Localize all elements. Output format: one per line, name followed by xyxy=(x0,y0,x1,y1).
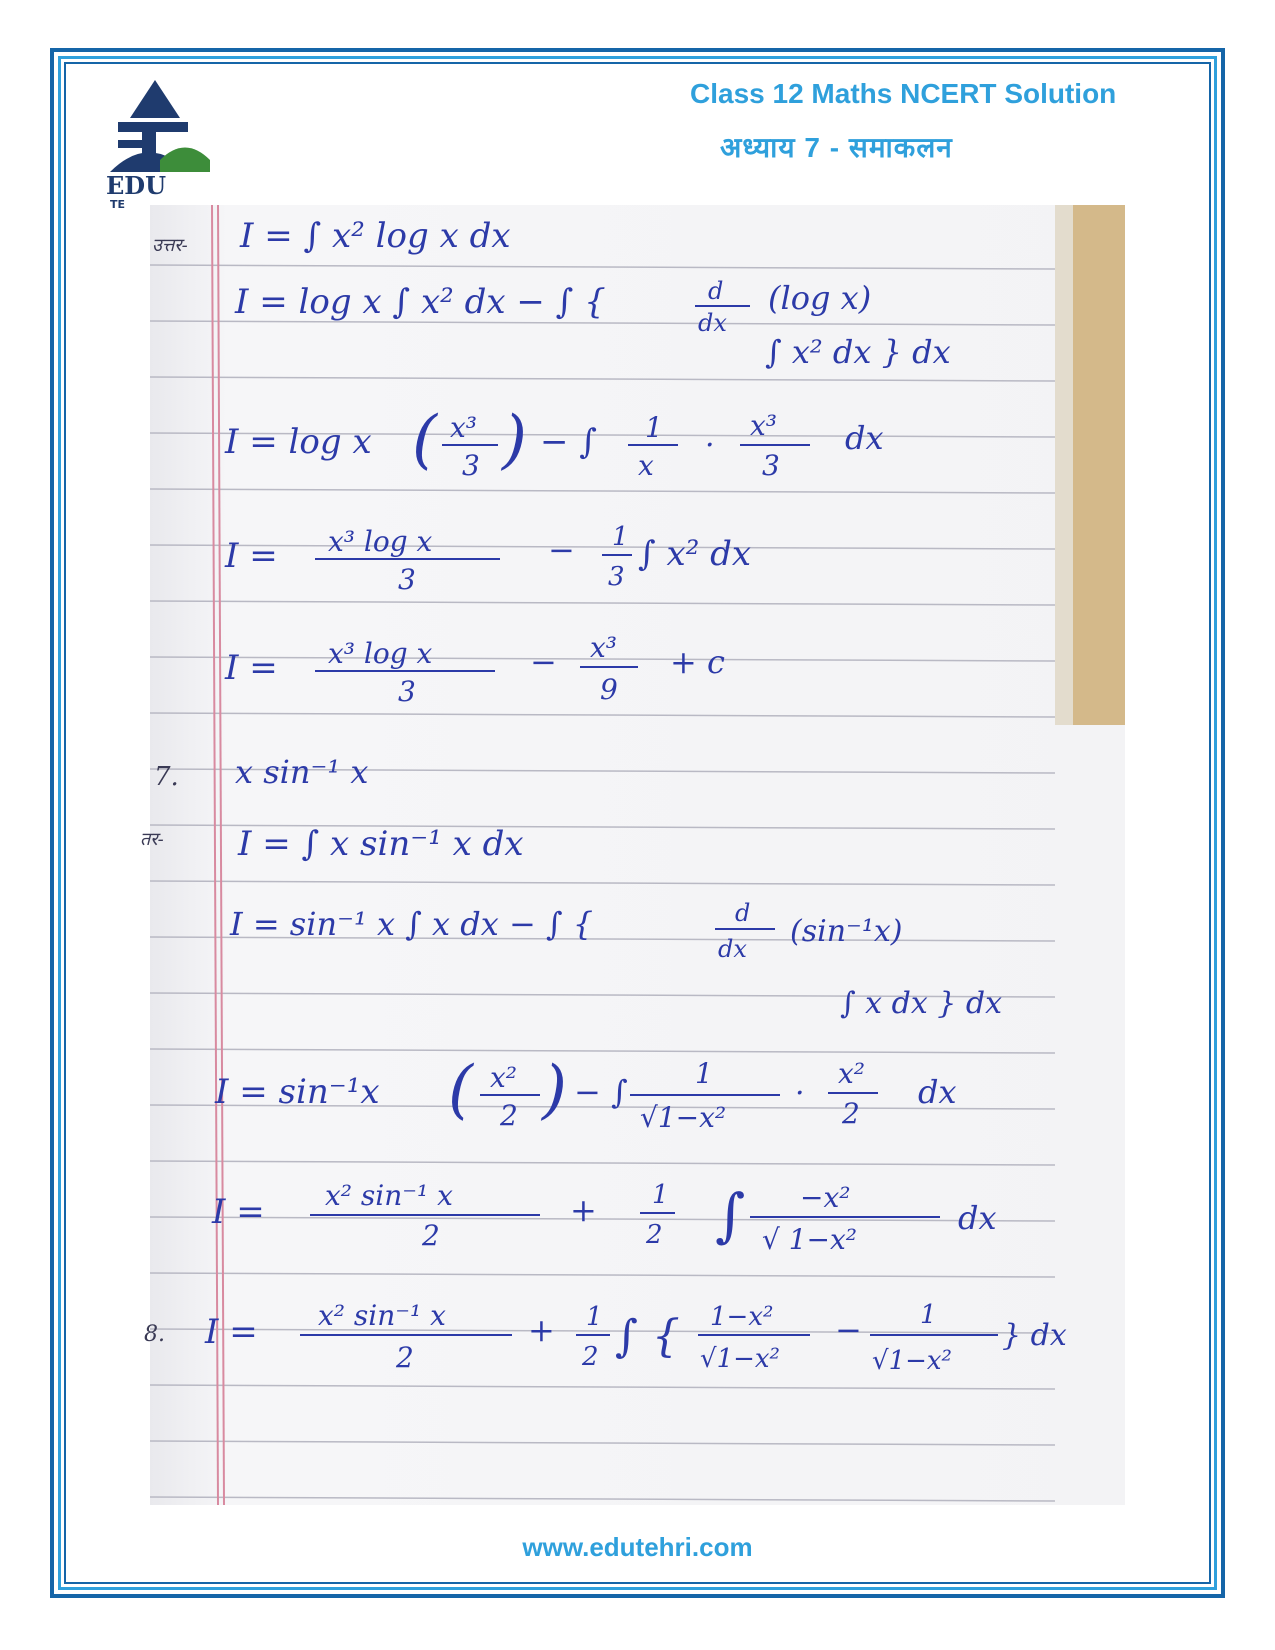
sol7-line4-den: 2 xyxy=(422,1219,440,1252)
sol7-line4c: ∫ xyxy=(715,1181,746,1249)
sol6-line2-num: d xyxy=(708,277,724,305)
svg-text:·: · xyxy=(795,1076,805,1111)
margin-mark-8: 8. xyxy=(144,1322,165,1347)
sol6-line3a: I = log x xyxy=(225,422,372,462)
sol6-line5-fd: 9 xyxy=(600,673,618,706)
table-surface xyxy=(1073,205,1125,725)
answer-label-2: तर- xyxy=(140,829,164,850)
sol7-line4-gn: −x² xyxy=(800,1181,851,1214)
footer-website: www.edutehri.com xyxy=(522,1532,753,1562)
sol6-line2c: ∫ x² dx } dx xyxy=(765,333,951,371)
sol6-line4c: ∫ x² dx xyxy=(638,534,752,574)
sol7-line4b: + xyxy=(570,1191,597,1229)
sol7-line1: I = ∫ x sin⁻¹ x dx xyxy=(238,824,524,864)
question-7-expression: x sin⁻¹ x xyxy=(235,753,369,791)
sol6-line4a: I = xyxy=(225,536,278,576)
sol7-line3-den: 2 xyxy=(500,1099,518,1132)
sol7-line3-f2d: 2 xyxy=(842,1097,860,1130)
sol6-line1: I = ∫ x² log x dx xyxy=(240,216,511,256)
sol7-line3-num: x² xyxy=(490,1061,518,1094)
sol6-line2b: (log x) xyxy=(768,279,872,317)
sol7-line3-f2n: x² xyxy=(838,1057,866,1090)
logo-subtext: TE xyxy=(110,198,126,211)
sol6-line3-f2n: x³ xyxy=(750,409,778,442)
sol7-line4-gd: √ 1−x² xyxy=(762,1223,858,1256)
sol6-line3-num: x³ xyxy=(450,411,478,444)
sol7-line4-fn: 1 xyxy=(652,1180,669,1210)
sol7-line3-f1d: √1−x² xyxy=(640,1101,727,1134)
sol6-line5-den: 3 xyxy=(398,675,416,708)
header-subtitle: अध्याय 7 - समाकलन xyxy=(720,132,953,163)
logo-text: EDU xyxy=(106,171,167,200)
sol7-line5-fn: 1 xyxy=(586,1302,603,1332)
sol7-line4d: dx xyxy=(958,1199,997,1237)
sol6-line3c: dx xyxy=(845,419,884,457)
sol7-line5-num: x² sin⁻¹ x xyxy=(318,1299,446,1332)
sol6-line5-fn: x³ xyxy=(590,631,618,664)
sol7-line2c: ∫ x dx } dx xyxy=(840,986,1003,1021)
header-title: Class 12 Maths NCERT Solution xyxy=(690,78,1117,109)
sol7-line5b: + xyxy=(528,1311,555,1349)
sol7-line3b: − ∫ xyxy=(574,1073,628,1111)
sol6-line3-f1n: 1 xyxy=(645,411,663,444)
sol7-line3c: dx xyxy=(918,1073,957,1111)
sol7-line5d: − xyxy=(835,1311,862,1349)
sol7-line2-den: dx xyxy=(718,935,747,963)
sol6-line3-den: 3 xyxy=(462,449,480,482)
sol7-line4a: I = xyxy=(212,1192,265,1232)
sol6-line5-num: x³ log x xyxy=(328,637,433,670)
sol7-line5e: } dx xyxy=(1002,1318,1067,1353)
paren-left-1: ( xyxy=(412,403,437,477)
sol7-line5a: I = xyxy=(205,1312,258,1352)
sol7-line5-fd: 2 xyxy=(582,1342,599,1372)
sol6-line4-fn: 1 xyxy=(612,522,629,552)
sol7-line5-gd: √1−x² xyxy=(700,1344,780,1374)
sol6-line3-f1d: x xyxy=(638,449,654,482)
sol7-line4-num: x² sin⁻¹ x xyxy=(325,1179,453,1212)
paren-right-1: ) xyxy=(502,403,527,477)
question-7-number: 7. xyxy=(154,762,179,792)
sol7-line3a: I = sin⁻¹x xyxy=(215,1072,380,1112)
handwritten-notebook-page xyxy=(140,205,1125,1505)
sol7-line2a: I = sin⁻¹ x ∫ x dx − ∫ { xyxy=(230,905,594,943)
sol6-line4-den: 3 xyxy=(398,563,416,596)
paren-right-2: ) xyxy=(542,1053,567,1127)
sol7-line4-fd: 2 xyxy=(646,1220,663,1250)
sol7-line5-hd: √1−x² xyxy=(872,1346,952,1376)
sol6-line4b: − xyxy=(548,531,575,569)
sol6-line2a: I = log x ∫ x² dx − ∫ { xyxy=(235,282,606,322)
sol6-line4-fd: 3 xyxy=(608,562,625,592)
paren-left-2: ( xyxy=(448,1053,473,1127)
edutehri-logo xyxy=(100,80,220,210)
sol7-line5-hn: 1 xyxy=(920,1300,937,1330)
sol6-line4-num: x³ log x xyxy=(328,525,433,558)
sol7-line5-gn: 1−x² xyxy=(710,1302,774,1332)
sol6-line5b: − xyxy=(530,643,557,681)
sol6-line5c: + c xyxy=(670,643,725,681)
sol7-line3-f1n: 1 xyxy=(695,1057,713,1090)
sol6-line3-f2d: 3 xyxy=(762,449,780,482)
sol7-line2-num: d xyxy=(735,899,751,927)
sol7-line5c: ∫ { xyxy=(615,1311,680,1362)
sol7-line2b: (sin⁻¹x) xyxy=(790,914,903,949)
sol6-line3b: − ∫ xyxy=(540,422,598,462)
answer-label-1: उत्तर- xyxy=(152,235,188,256)
sol6-line5a: I = xyxy=(225,648,278,688)
svg-text:·: · xyxy=(705,428,715,463)
sol7-line5-den: 2 xyxy=(396,1341,414,1374)
sol6-line2-den: dx xyxy=(698,309,727,337)
